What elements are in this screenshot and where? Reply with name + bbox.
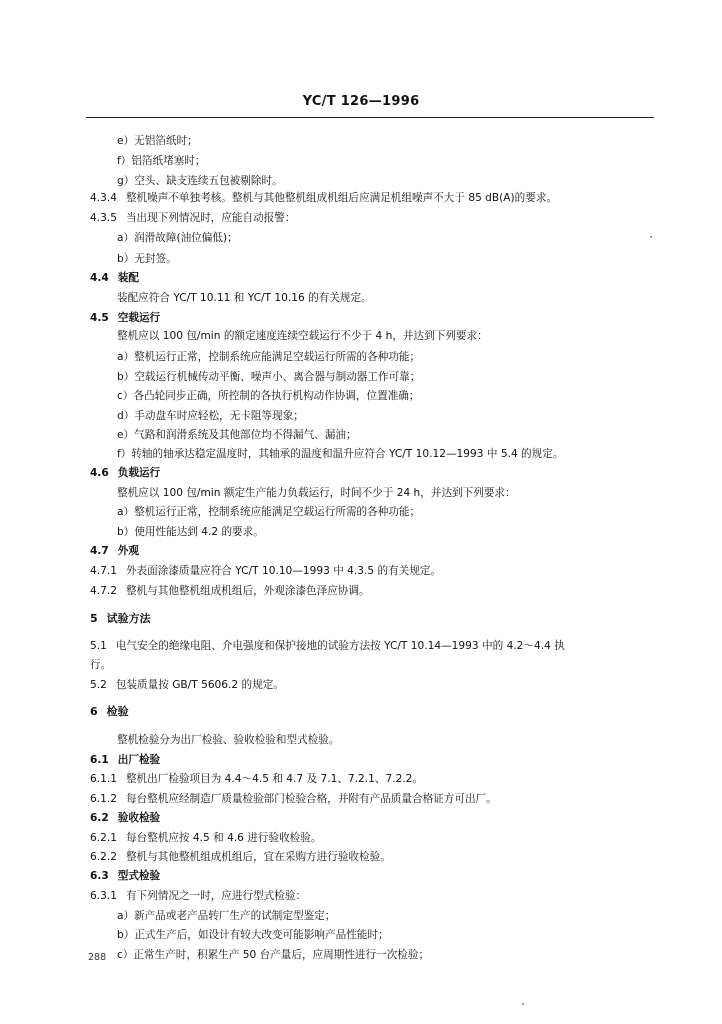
line-text: 每台整机应经制造厂质量检验部门检验合格，并附有产品质量合格证方可出厂。 <box>125 793 497 805</box>
clause-number: 4.3.4 <box>90 192 117 204</box>
text-line <box>117 231 238 245</box>
line-text: c）各凸轮同步正确，所控制的各执行机构动作协调，位置准确； <box>117 390 420 402</box>
text-line <box>117 447 563 461</box>
text-line <box>117 909 335 923</box>
text-line <box>90 850 391 864</box>
page-header-title: YC/T 126—1996 <box>302 94 420 109</box>
text-line <box>117 428 357 442</box>
text-line <box>117 389 419 403</box>
line-text: f）铝箔纸堵塞时； <box>117 155 206 167</box>
clause-number: 4.5 <box>90 312 109 324</box>
clause-heading <box>90 311 160 325</box>
clause-number: 6.2 <box>90 812 109 824</box>
text-line <box>90 772 423 786</box>
clause-number: 4.6 <box>90 467 109 479</box>
line-text: 整机噪声不单独考核。整机与其他整机组成机组后应满足机组噪声不大于 85 dB(A)的要求。 <box>125 192 558 204</box>
line-text: 行。 <box>90 659 112 671</box>
line-text: 型式检验 <box>117 870 161 882</box>
text-line <box>90 639 565 653</box>
line-text: 外观 <box>117 545 139 557</box>
text-line <box>117 505 420 519</box>
line-text: 出厂检验 <box>117 754 161 766</box>
clause-number: 4.7.2 <box>90 585 117 597</box>
clause-heading <box>90 466 160 480</box>
text-line <box>117 486 516 500</box>
line-text: 整机检验分为出厂检验、验收检验和型式检验。 <box>117 734 340 746</box>
line-text: 整机与其他整机组成机组后，宜在采购方进行验收检验。 <box>125 851 391 863</box>
clause-number: 5.1 <box>90 640 107 652</box>
line-text: c）正常生产时，积累生产 50 台产量后，应周期性进行一次检验； <box>117 949 430 961</box>
clause-number: 5 <box>90 612 98 625</box>
clause-number: 4.7 <box>90 545 109 557</box>
clause-number: 4.3.5 <box>90 212 117 224</box>
clause-number: 6.1 <box>90 754 109 766</box>
text-line <box>90 584 370 598</box>
text-line <box>117 252 177 266</box>
line-text: 试验方法 <box>106 612 151 625</box>
line-text: 装配应符合 YC/T 10.11 和 YC/T 10.16 的有关规定。 <box>117 292 372 304</box>
line-text: b）使用性能达到 4.2 的要求。 <box>117 526 264 538</box>
line-text: e）气路和润滑系统及其他部位均不得漏气、漏油； <box>117 429 357 441</box>
clause-number: 5.2 <box>90 679 107 691</box>
text-line <box>90 211 295 225</box>
clause-number: 6.3.1 <box>90 890 117 902</box>
clause-heading <box>90 544 139 558</box>
line-text: d）手动盘车时应轻松，无卡阻等现象； <box>117 410 304 422</box>
text-line <box>117 948 429 962</box>
text-line <box>117 329 488 343</box>
text-line <box>117 154 205 168</box>
line-text: f）转轴的轴承达稳定温度时，其轴承的温度和温升应符合 YC/T 10.12—1993 中 5.4 的规定。 <box>117 448 564 460</box>
line-text: 负载运行 <box>117 467 161 479</box>
line-text: g）空头、缺支连续五包被剔除时。 <box>117 175 283 187</box>
line-text: e）无铝箔纸时； <box>117 135 198 147</box>
line-text: b）正式生产后，如设计有较大改变可能影响产品性能时； <box>117 929 389 941</box>
line-text: 每台整机应按 4.5 和 4.6 进行验收检验。 <box>125 832 322 844</box>
clause-number: 6.2.2 <box>90 851 117 863</box>
clause-heading <box>90 811 160 825</box>
section-heading <box>90 705 129 719</box>
clause-number: 6.2.1 <box>90 832 117 844</box>
clause-number: 6.1.2 <box>90 793 117 805</box>
clause-number: 6.1.1 <box>90 773 117 785</box>
text-line <box>117 409 304 423</box>
line-text: 检验 <box>106 705 129 718</box>
line-text: 整机出厂检验项目为 4.4～4.5 和 4.7 及 7.1、7.2.1、7.2.2。 <box>125 773 424 785</box>
line-text: 整机与其他整机组成机组后，外观涂漆色泽应协调。 <box>125 585 370 597</box>
clause-heading <box>90 869 160 883</box>
text-line <box>90 792 497 806</box>
line-text: 电气安全的绝缘电阻、介电强度和保护接地的试验方法按 YC/T 10.14—1993 中的 4.2～4.4 执 <box>115 640 565 652</box>
page-number: 288 <box>88 952 107 963</box>
text-line <box>90 564 441 578</box>
text-line <box>90 191 557 205</box>
text-line <box>90 831 321 845</box>
line-text: b）空载运行机械传动平衡、噪声小、离合器与制动器工作可靠； <box>117 371 421 383</box>
text-line <box>117 370 420 384</box>
clause-heading <box>90 753 160 767</box>
line-text: 整机应以 100 包/min 的额定速度连续空载运行不少于 4 h，并达到下列要求： <box>117 330 488 342</box>
section-heading <box>90 612 151 626</box>
header-rule <box>86 117 654 118</box>
clause-heading <box>90 271 139 285</box>
scan-speck <box>522 1003 524 1005</box>
text-line <box>117 174 283 188</box>
text-line <box>117 134 198 148</box>
line-text: 包装质量按 GB/T 5606.2 的规定。 <box>115 679 284 691</box>
text-line <box>117 291 372 305</box>
scan-speck <box>650 236 652 238</box>
line-text: a）润滑故障(油位偏低)； <box>117 232 238 244</box>
clause-number: 4.4 <box>90 272 109 284</box>
text-line <box>90 658 111 672</box>
line-text: a）新产品或老产品转厂生产的试制定型鉴定； <box>117 910 336 922</box>
clause-number: 4.7.1 <box>90 565 117 577</box>
line-text: 验收检验 <box>117 812 161 824</box>
text-line <box>117 525 264 539</box>
clause-number: 6 <box>90 705 98 718</box>
text-line <box>90 889 306 903</box>
text-line <box>90 678 284 692</box>
line-text: a）整机运行正常，控制系统应能满足空载运行所需的各种功能； <box>117 351 421 363</box>
text-line <box>117 350 420 364</box>
line-text: 有下列情况之一时，应进行型式检验： <box>125 890 307 902</box>
text-line <box>117 928 389 942</box>
line-text: 外表面涂漆质量应符合 YC/T 10.10—1993 中 4.3.5 的有关规定。 <box>125 565 442 577</box>
line-text: 装配 <box>117 272 139 284</box>
clause-number: 6.3 <box>90 870 109 882</box>
line-text: 整机应以 100 包/min 额定生产能力负载运行，时间不少于 24 h，并达到下列要求： <box>117 487 516 499</box>
line-text: 空载运行 <box>117 312 161 324</box>
line-text: b）无封签。 <box>117 253 177 265</box>
text-line <box>117 733 339 747</box>
line-text: 当出现下列情况时，应能自动报警： <box>125 212 296 224</box>
line-text: a）整机运行正常，控制系统应能满足空载运行所需的各种功能； <box>117 506 421 518</box>
